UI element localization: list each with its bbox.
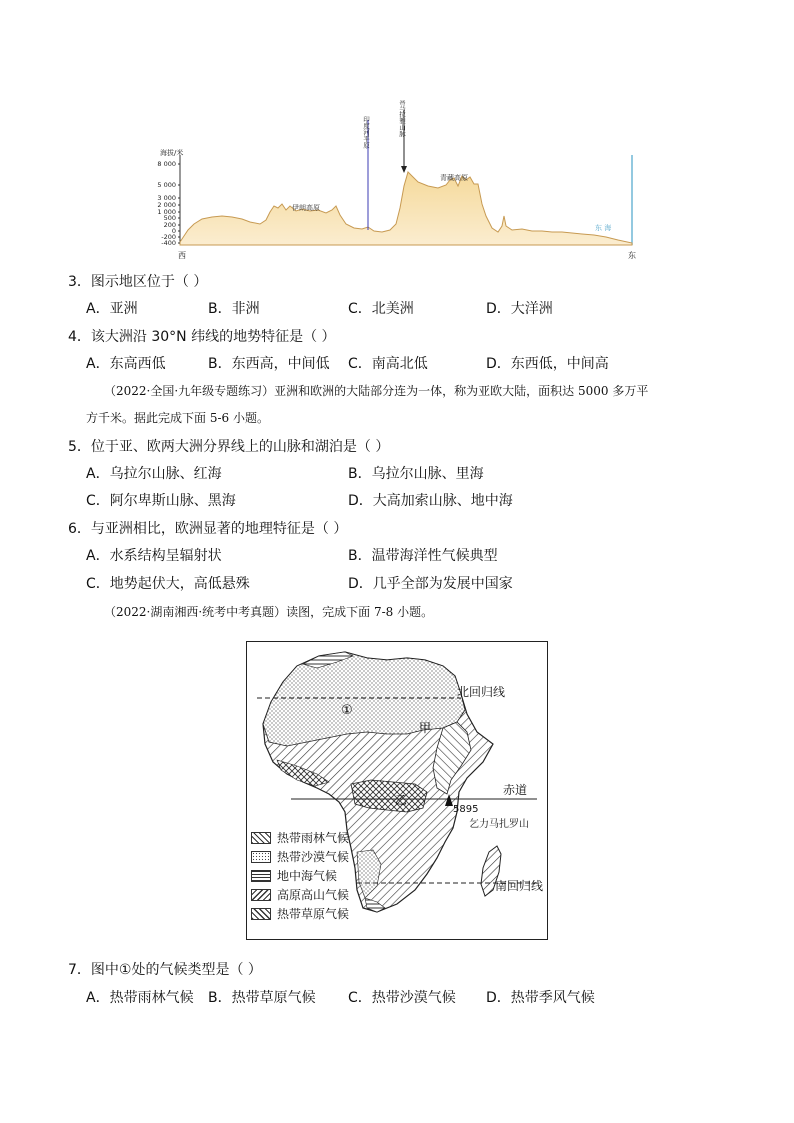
tick-3000: 3 000 <box>157 194 176 202</box>
tick-1000: 1 000 <box>157 208 176 216</box>
tick-neg400: -400 <box>161 239 176 247</box>
q6-option-a[interactable]: A．水系结构呈辐射状 <box>86 548 222 564</box>
q5-option-a[interactable]: A．乌拉尔山脉、红海 <box>86 466 222 482</box>
terrain-profile-svg <box>150 100 650 265</box>
east-label: 东 <box>628 251 636 260</box>
q6-option-b[interactable]: B．温带海洋性气候典型 <box>348 548 498 564</box>
marker-jia-label: 甲 <box>419 721 432 735</box>
tropic-capricorn-label: 南回归线 <box>495 879 544 893</box>
peak-name-label: 乞力马扎罗山 <box>469 819 529 830</box>
tick-8000: 8 000 <box>157 160 176 168</box>
legend-rainforest-swatch <box>251 832 271 844</box>
q5-stem: 5．位于亚、欧两大洲分界线上的山脉和湖泊是（ ） <box>68 439 390 455</box>
marker-yi-label: 乙 <box>395 793 408 807</box>
q4-stem: 4．该大洲沿 30°N 纬线的地势特征是（ ） <box>68 329 336 345</box>
east-sea-label: 东 海 <box>595 224 612 232</box>
intro1-line2: 方千米。据此完成下面 5-6 小题。 <box>86 411 269 425</box>
tick-0: 0 <box>171 227 176 235</box>
iran-plateau-label: 伊朗高原 <box>292 204 320 212</box>
intro2-line1: （2022·湖南湘西·统考中考真题）读图，完成下面 7-8 小题。 <box>104 605 434 619</box>
tick-500: 500 <box>163 214 176 222</box>
intro1-line1: （2022·全国·九年级专题练习）亚洲和欧洲的大陆部分连为一体，称为亚欧大陆，面积达 5000 多万平 <box>104 384 649 398</box>
tick-200: 200 <box>163 221 176 229</box>
terrain-area <box>180 172 632 245</box>
q3-option-c[interactable]: C．北美洲 <box>348 301 414 317</box>
peak-height-label: 5895 <box>453 804 479 815</box>
q6-stem: 6．与亚洲相比，欧洲显著的地理特征是（ ） <box>68 521 348 537</box>
legend-savanna-swatch <box>251 908 271 920</box>
legend-mediterranean-swatch <box>251 870 271 882</box>
legend-highland-label: 高原高山气候 <box>277 888 350 902</box>
q4-option-c[interactable]: C．南高北低 <box>348 356 428 372</box>
q3-option-d[interactable]: D．大洋洲 <box>486 301 553 317</box>
tick-neg200: -200 <box>161 233 176 241</box>
indus-plain-label: 印度河平原 <box>362 116 370 149</box>
q6-option-c[interactable]: C．地势起伏大，高低悬殊 <box>86 576 250 592</box>
q5-option-d[interactable]: D．大高加索山脉、地中海 <box>348 493 513 509</box>
legend-desert-label: 热带沙漠气候 <box>277 850 350 864</box>
q7-option-c[interactable]: C．热带沙漠气候 <box>348 990 456 1006</box>
tibet-plateau-label: 青藏高原 <box>440 174 468 182</box>
tropic-cancer-label: 北回归线 <box>457 685 506 699</box>
q7-option-b[interactable]: B．热带草原气候 <box>208 990 316 1006</box>
q3-option-a[interactable]: A．亚洲 <box>86 301 138 317</box>
q5-option-b[interactable]: B．乌拉尔山脉、里海 <box>348 466 484 482</box>
q7-stem: 7．图中①处的气候类型是（ ） <box>68 962 262 978</box>
legend-savanna-label: 热带草原气候 <box>277 907 350 921</box>
map-legend <box>251 830 361 930</box>
marker-1-label: ① <box>341 703 353 718</box>
legend-mediterranean-label: 地中海气候 <box>277 869 338 883</box>
tick-2000: 2 000 <box>157 201 176 209</box>
legend-rainforest-label: 热带雨林气候 <box>277 831 350 845</box>
q5-option-c[interactable]: C．阿尔卑斯山脉、黑海 <box>86 493 236 509</box>
legend-desert-swatch <box>251 851 271 863</box>
terrain-profile-figure <box>150 100 650 265</box>
y-axis-label: 海拔/米 <box>160 149 184 157</box>
west-label: 西 <box>178 251 186 260</box>
q7-option-a[interactable]: A．热带雨林气候 <box>86 990 194 1006</box>
himalaya-arrow <box>401 166 407 173</box>
q4-option-b[interactable]: B．东西高，中间低 <box>208 356 330 372</box>
q4-option-a[interactable]: A．东高西低 <box>86 356 166 372</box>
africa-climate-map <box>246 641 548 940</box>
tick-5000: 5 000 <box>157 181 176 189</box>
himalaya-label: 喜马拉雅山脉 <box>398 100 406 137</box>
q3-option-b[interactable]: B．非洲 <box>208 301 260 317</box>
q7-option-d[interactable]: D．热带季风气候 <box>486 990 595 1006</box>
q3-stem: 3．图示地区位于（ ） <box>68 274 208 290</box>
legend-highland-swatch <box>251 889 271 901</box>
equator-label: 赤道 <box>503 783 528 797</box>
q4-option-d[interactable]: D．东西低，中间高 <box>486 356 609 372</box>
q6-option-d[interactable]: D．几乎全部为发展中国家 <box>348 576 513 592</box>
